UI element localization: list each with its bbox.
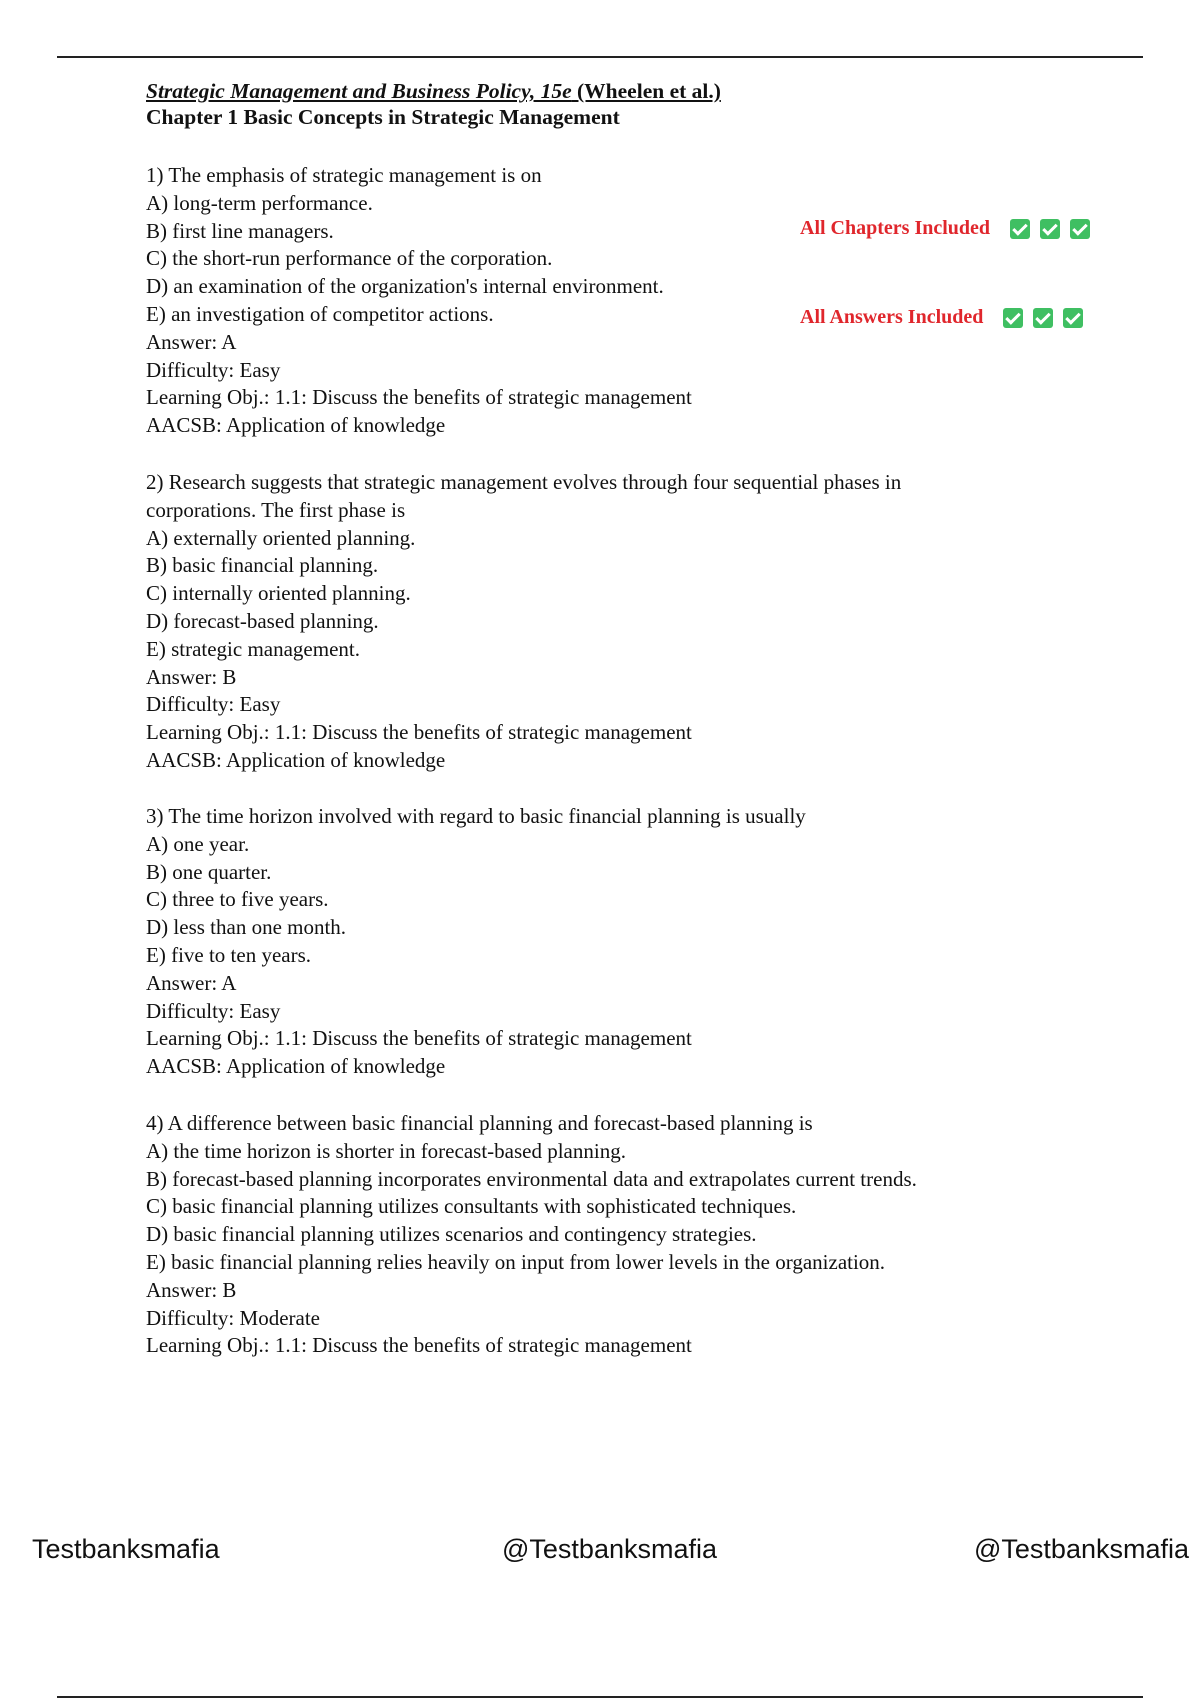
answer-option-e: E) basic financial planning relies heavily on input from lower levels in the organization.	[146, 1249, 886, 1274]
question-1	[146, 162, 1046, 440]
document-header	[146, 78, 721, 130]
answer-option-a: A) externally oriented planning.	[146, 525, 416, 550]
answer-option-a: A) one year.	[146, 831, 250, 856]
answer-option-d: D) an examination of the organization's internal environment.	[146, 274, 664, 299]
answer-option-c: C) internally oriented planning.	[146, 581, 411, 606]
promo-text: All Chapters Included	[800, 217, 991, 239]
answer-key: Answer: B	[146, 664, 237, 689]
answer-option-d: D) basic financial planning utilizes scenarios and contingency strategies.	[146, 1222, 757, 1247]
answer-option-c: C) the short-run performance of the corporation.	[146, 246, 553, 271]
answer-option-b: B) forecast-based planning incorporates environmental data and extrapolates current trends.	[146, 1166, 917, 1191]
aacsb: AACSB: Application of knowledge	[146, 747, 446, 772]
answer-key: Answer: B	[146, 1277, 237, 1302]
answer-option-d: D) less than one month.	[146, 915, 347, 940]
learning-objective: Learning Obj.: 1.1: Discuss the benefits of strategic management	[146, 1333, 692, 1358]
answer-option-c: C) three to five years.	[146, 887, 329, 912]
difficulty: Difficulty: Easy	[146, 998, 281, 1023]
answer-option-b: B) basic financial planning.	[146, 553, 379, 578]
answer-option-e: E) five to ten years.	[146, 942, 312, 967]
answer-option-e: E) strategic management.	[146, 636, 360, 661]
book-title-italic: Strategic Management and Business Policy, 15e	[146, 79, 572, 103]
question-3	[146, 803, 1046, 1081]
book-title	[146, 78, 721, 104]
book-title-authors: (Wheelen et al.)	[571, 79, 721, 103]
question-stem: 2) Research suggests that strategic management evolves through four sequential phases in	[146, 470, 902, 494]
learning-objective: Learning Obj.: 1.1: Discuss the benefits of strategic management	[146, 720, 692, 745]
question-stem-continued: corporations. The first phase is	[146, 497, 406, 522]
question-stem: 3) The time horizon involved with regard to basic financial planning is usually	[146, 804, 806, 828]
question-4	[146, 1110, 1046, 1360]
answer-key: Answer: A	[146, 970, 237, 995]
learning-objective: Learning Obj.: 1.1: Discuss the benefits of strategic management	[146, 385, 692, 410]
question-stem: 1) The emphasis of strategic management is on	[146, 163, 542, 187]
difficulty: Difficulty: Moderate	[146, 1305, 320, 1330]
answer-option-a: A) long-term performance.	[146, 190, 373, 215]
answer-option-e: E) an investigation of competitor actions.	[146, 301, 494, 326]
answer-option-c: C) basic financial planning utilizes consultants with sophisticated techniques.	[146, 1194, 797, 1219]
bottom-rule	[57, 1696, 1143, 1698]
question-2	[146, 469, 1046, 775]
answer-option-a: A) the time horizon is shorter in forecast-based planning.	[146, 1138, 626, 1163]
footer-center-handle: @Testbanksmafia	[502, 1534, 717, 1564]
answer-option-b: B) first line managers.	[146, 218, 334, 243]
difficulty: Difficulty: Easy	[146, 692, 281, 717]
footer-left-watermark: Testbanksmafia	[32, 1534, 220, 1564]
aacsb: AACSB: Application of knowledge	[146, 413, 446, 438]
footer-right-handle: @Testbanksmafia	[974, 1534, 1189, 1564]
chapter-title: Chapter 1 Basic Concepts in Strategic Management	[146, 105, 620, 129]
answer-option-d: D) forecast-based planning.	[146, 608, 379, 633]
checkmark-icon	[1070, 219, 1090, 239]
aacsb: AACSB: Application of knowledge	[146, 1054, 446, 1079]
learning-objective: Learning Obj.: 1.1: Discuss the benefits of strategic management	[146, 1026, 692, 1051]
checkmark-icon	[1063, 308, 1083, 328]
question-stem: 4) A difference between basic financial planning and forecast-based planning is	[146, 1111, 813, 1135]
top-rule	[57, 56, 1143, 58]
answer-option-b: B) one quarter.	[146, 859, 272, 884]
difficulty: Difficulty: Easy	[146, 357, 281, 382]
answer-key: Answer: A	[146, 329, 237, 354]
promo-text: All Answers Included	[800, 306, 984, 328]
